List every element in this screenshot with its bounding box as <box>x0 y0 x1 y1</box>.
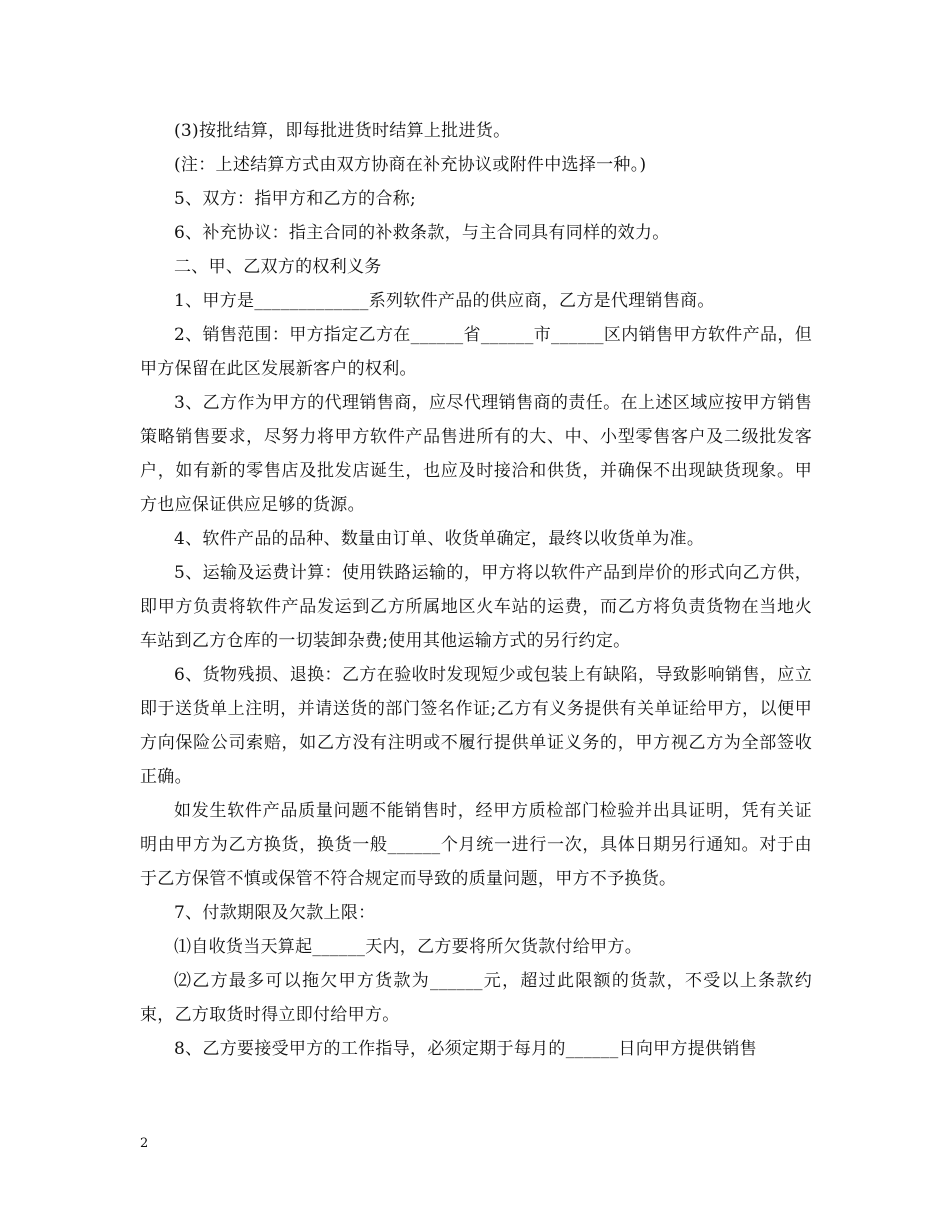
paragraph: 2、销售范围：甲方指定乙方在______省______市______区内销售甲方软件产品，但甲方保留在此区发展新客户的权利。 <box>140 325 812 379</box>
paragraph: 5、运输及运费计算：使用铁路运输的，甲方将以软件产品到岸价的形式向乙方供，即甲方负责将软件产品发运到乙方所属地区火车站的运费，而乙方将负责货物在当地火车站到乙方仓库的一切装卸杂费;使用其他运输方式的另行约定。 <box>140 563 812 651</box>
paragraph: ⑴自收货当天算起______天内，乙方要将所欠货款付给甲方。 <box>174 937 642 957</box>
paragraph: (注：上述结算方式由双方协商在补充协议或附件中选择一种。) <box>174 155 647 175</box>
page-number: 2 <box>140 1136 149 1151</box>
paragraph: 8、乙方要接受甲方的工作指导，必须定期于每月的______日向甲方提供销售 <box>174 1039 757 1059</box>
paragraph: 6、货物残损、退换：乙方在验收时发现短少或包装上有缺陷，导致影响销售，应立即于送货单上注明，并请送货的部门签名作证;乙方有义务提供有关单证给甲方，以便甲方向保险公司索赔，如乙方没有注明或不履行提供单证义务的，甲方视乙方为全部签收正确。 <box>140 665 812 787</box>
paragraph: 5、双方：指甲方和乙方的合称; <box>174 189 417 209</box>
paragraph: 7、付款期限及欠款上限： <box>174 903 376 923</box>
paragraph: (3)按批结算，即每批进货时结算上批进货。 <box>174 121 511 141</box>
document-body <box>140 114 812 1066</box>
paragraph: 如发生软件产品质量问题不能销售时，经甲方质检部门检验并出具证明，凭有关证明由甲方为乙方换货，换货一般______个月统一进行一次，具体日期另行通知。对于由于乙方保管不慎或保管不符合规定而导致的质量问题，甲方不予换货。 <box>140 801 812 889</box>
paragraph: 1、甲方是_____________系列软件产品的供应商，乙方是代理销售商。 <box>174 291 715 311</box>
paragraph: 4、软件产品的品种、数量由订单、收货单确定，最终以收货单为准。 <box>174 529 705 549</box>
paragraph: 3、乙方作为甲方的代理销售商，应尽代理销售商的责任。在上述区域应按甲方销售策略销售要求，尽努力将甲方软件产品售进所有的大、中、小型零售客户及二级批发客户，如有新的零售店及批发店诞生，也应及时接洽和供货，并确保不出现缺货现象。甲方也应保证供应足够的货源。 <box>140 393 812 515</box>
section-heading: 二、甲、乙双方的权利义务 <box>174 257 382 277</box>
paragraph: 6、补充协议：指主合同的补救条款，与主合同具有同样的效力。 <box>174 223 670 243</box>
paragraph: ⑵乙方最多可以拖欠甲方货款为______元，超过此限额的货款，不受以上条款约束，乙方取货时得立即付给甲方。 <box>140 971 812 1025</box>
